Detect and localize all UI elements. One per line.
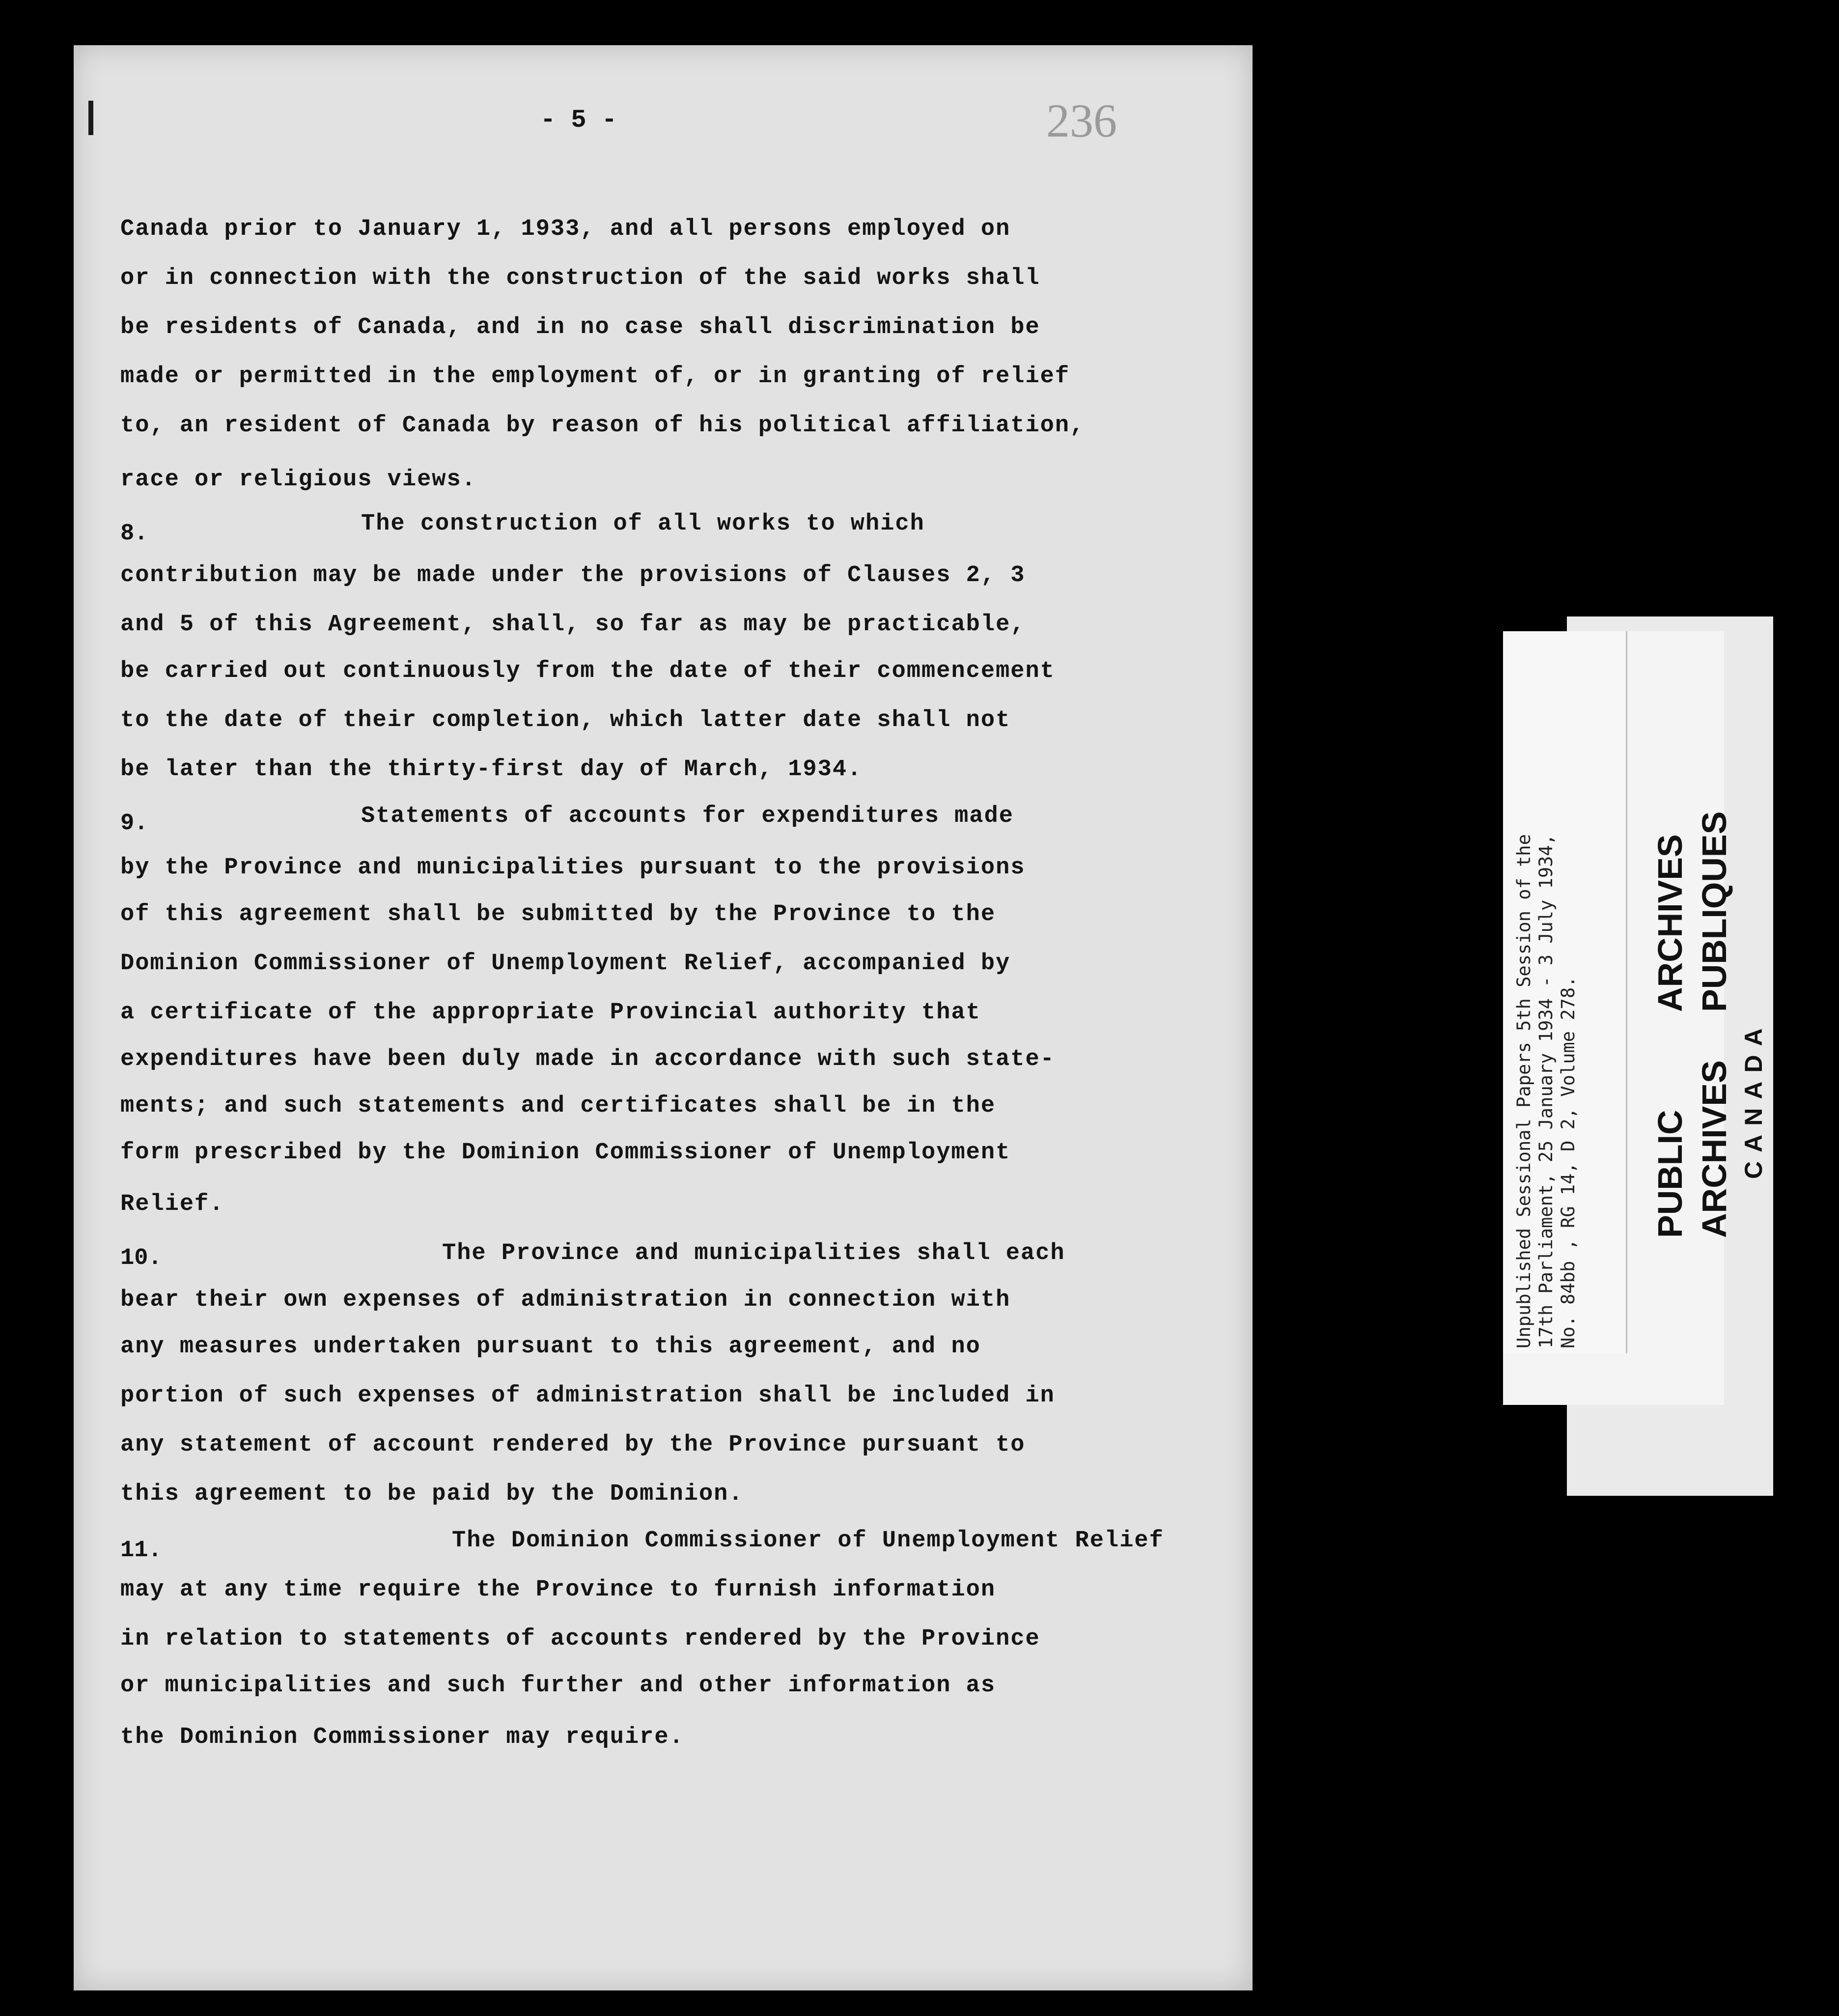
- body-line: and 5 of this Agreement, shall, so far as may be practicable,: [120, 612, 1026, 638]
- body-line: ments; and such statements and certificates shall be in the: [120, 1093, 996, 1119]
- archive-word: ARCHIVES: [1695, 1060, 1733, 1238]
- body-line: this agreement to be paid by the Dominion.: [120, 1481, 744, 1507]
- body-line: or municipalities and such further and other information as: [120, 1673, 996, 1699]
- body-line: Relief.: [120, 1191, 224, 1217]
- body-line: form prescribed by the Dominion Commissioner of Unemployment: [120, 1140, 1011, 1166]
- body-line: to the date of their completion, which latter date shall not: [120, 707, 1011, 733]
- body-line: the Dominion Commissioner may require.: [120, 1724, 684, 1750]
- archive-country: CANADA: [1740, 1019, 1767, 1179]
- paragraph-number-8: 8.: [120, 521, 148, 547]
- body-line: be carried out continuously from the date of their commencement: [120, 658, 1055, 684]
- page-number: - 5 -: [540, 106, 617, 135]
- body-line: be residents of Canada, and in no case shall discrimination be: [120, 314, 1040, 340]
- body-line: Canada prior to January 1, 1933, and all persons employed on: [120, 216, 1011, 242]
- body-line: may at any time require the Province to furnish information: [120, 1577, 996, 1603]
- paragraph-number-10: 10.: [120, 1245, 162, 1271]
- body-line: Dominion Commissioner of Unemployment Relief, accompanied by: [120, 951, 1011, 977]
- citation-line: Unpublished Sessional Papers 5th Session of the: [1513, 834, 1534, 1348]
- paragraph-10-first-line: The Province and municipalities shall each: [442, 1240, 1065, 1266]
- citation-line: No. 84bb , RG 14, D 2, Volume 278.: [1558, 976, 1579, 1348]
- body-line: to, an resident of Canada by reason of his political affiliation,: [120, 413, 1085, 439]
- body-line: bear their own expenses of administration in connection with: [120, 1287, 1011, 1313]
- body-line: any measures undertaken pursuant to this agreement, and no: [120, 1334, 981, 1360]
- archive-word: PUBLIC: [1651, 1110, 1689, 1238]
- body-line: of this agreement shall be submitted by the Province to the: [120, 901, 996, 927]
- paragraph-number-11: 11.: [120, 1538, 162, 1564]
- archive-word: ARCHIVES: [1651, 834, 1689, 1012]
- archive-stamp: [1648, 648, 1771, 1238]
- body-line: portion of such expenses of administration shall be included in: [120, 1383, 1055, 1409]
- body-line: in relation to statements of accounts rendered by the Province: [120, 1626, 1040, 1652]
- body-line: any statement of account rendered by the Province pursuant to: [120, 1432, 1026, 1458]
- body-line: made or permitted in the employment of, or in granting of relief: [120, 364, 1070, 390]
- paragraph-9-first-line: Statements of accounts for expenditures made: [361, 803, 1014, 829]
- body-line: a certificate of the appropriate Provincial authority that: [120, 1000, 981, 1026]
- paragraph-number-9: 9.: [120, 811, 148, 837]
- paragraph-8-first-line: The construction of all works to which: [361, 511, 925, 537]
- body-line: contribution may be made under the provisions of Clauses 2, 3: [120, 562, 1026, 588]
- archive-citation: [1513, 690, 1579, 1348]
- citation-line: 17th Parliament, 25 January 1934 - 3 July 1934,: [1535, 834, 1557, 1348]
- body-line: be later than the thirty-first day of March, 1934.: [120, 756, 863, 783]
- archive-word: PUBLIQUES: [1695, 811, 1733, 1012]
- stamped-folio-number: 236: [1046, 94, 1117, 147]
- body-line: or in connection with the construction of the said works shall: [120, 265, 1040, 291]
- body-line: race or religious views.: [120, 467, 476, 493]
- body-line: expenditures have been duly made in accordance with such state-: [120, 1046, 1055, 1072]
- body-line: by the Province and municipalities pursuant to the provisions: [120, 855, 1026, 881]
- paragraph-11-first-line: The Dominion Commissioner of Unemployment Relief: [452, 1528, 1164, 1554]
- margin-tick-mark: [88, 101, 93, 135]
